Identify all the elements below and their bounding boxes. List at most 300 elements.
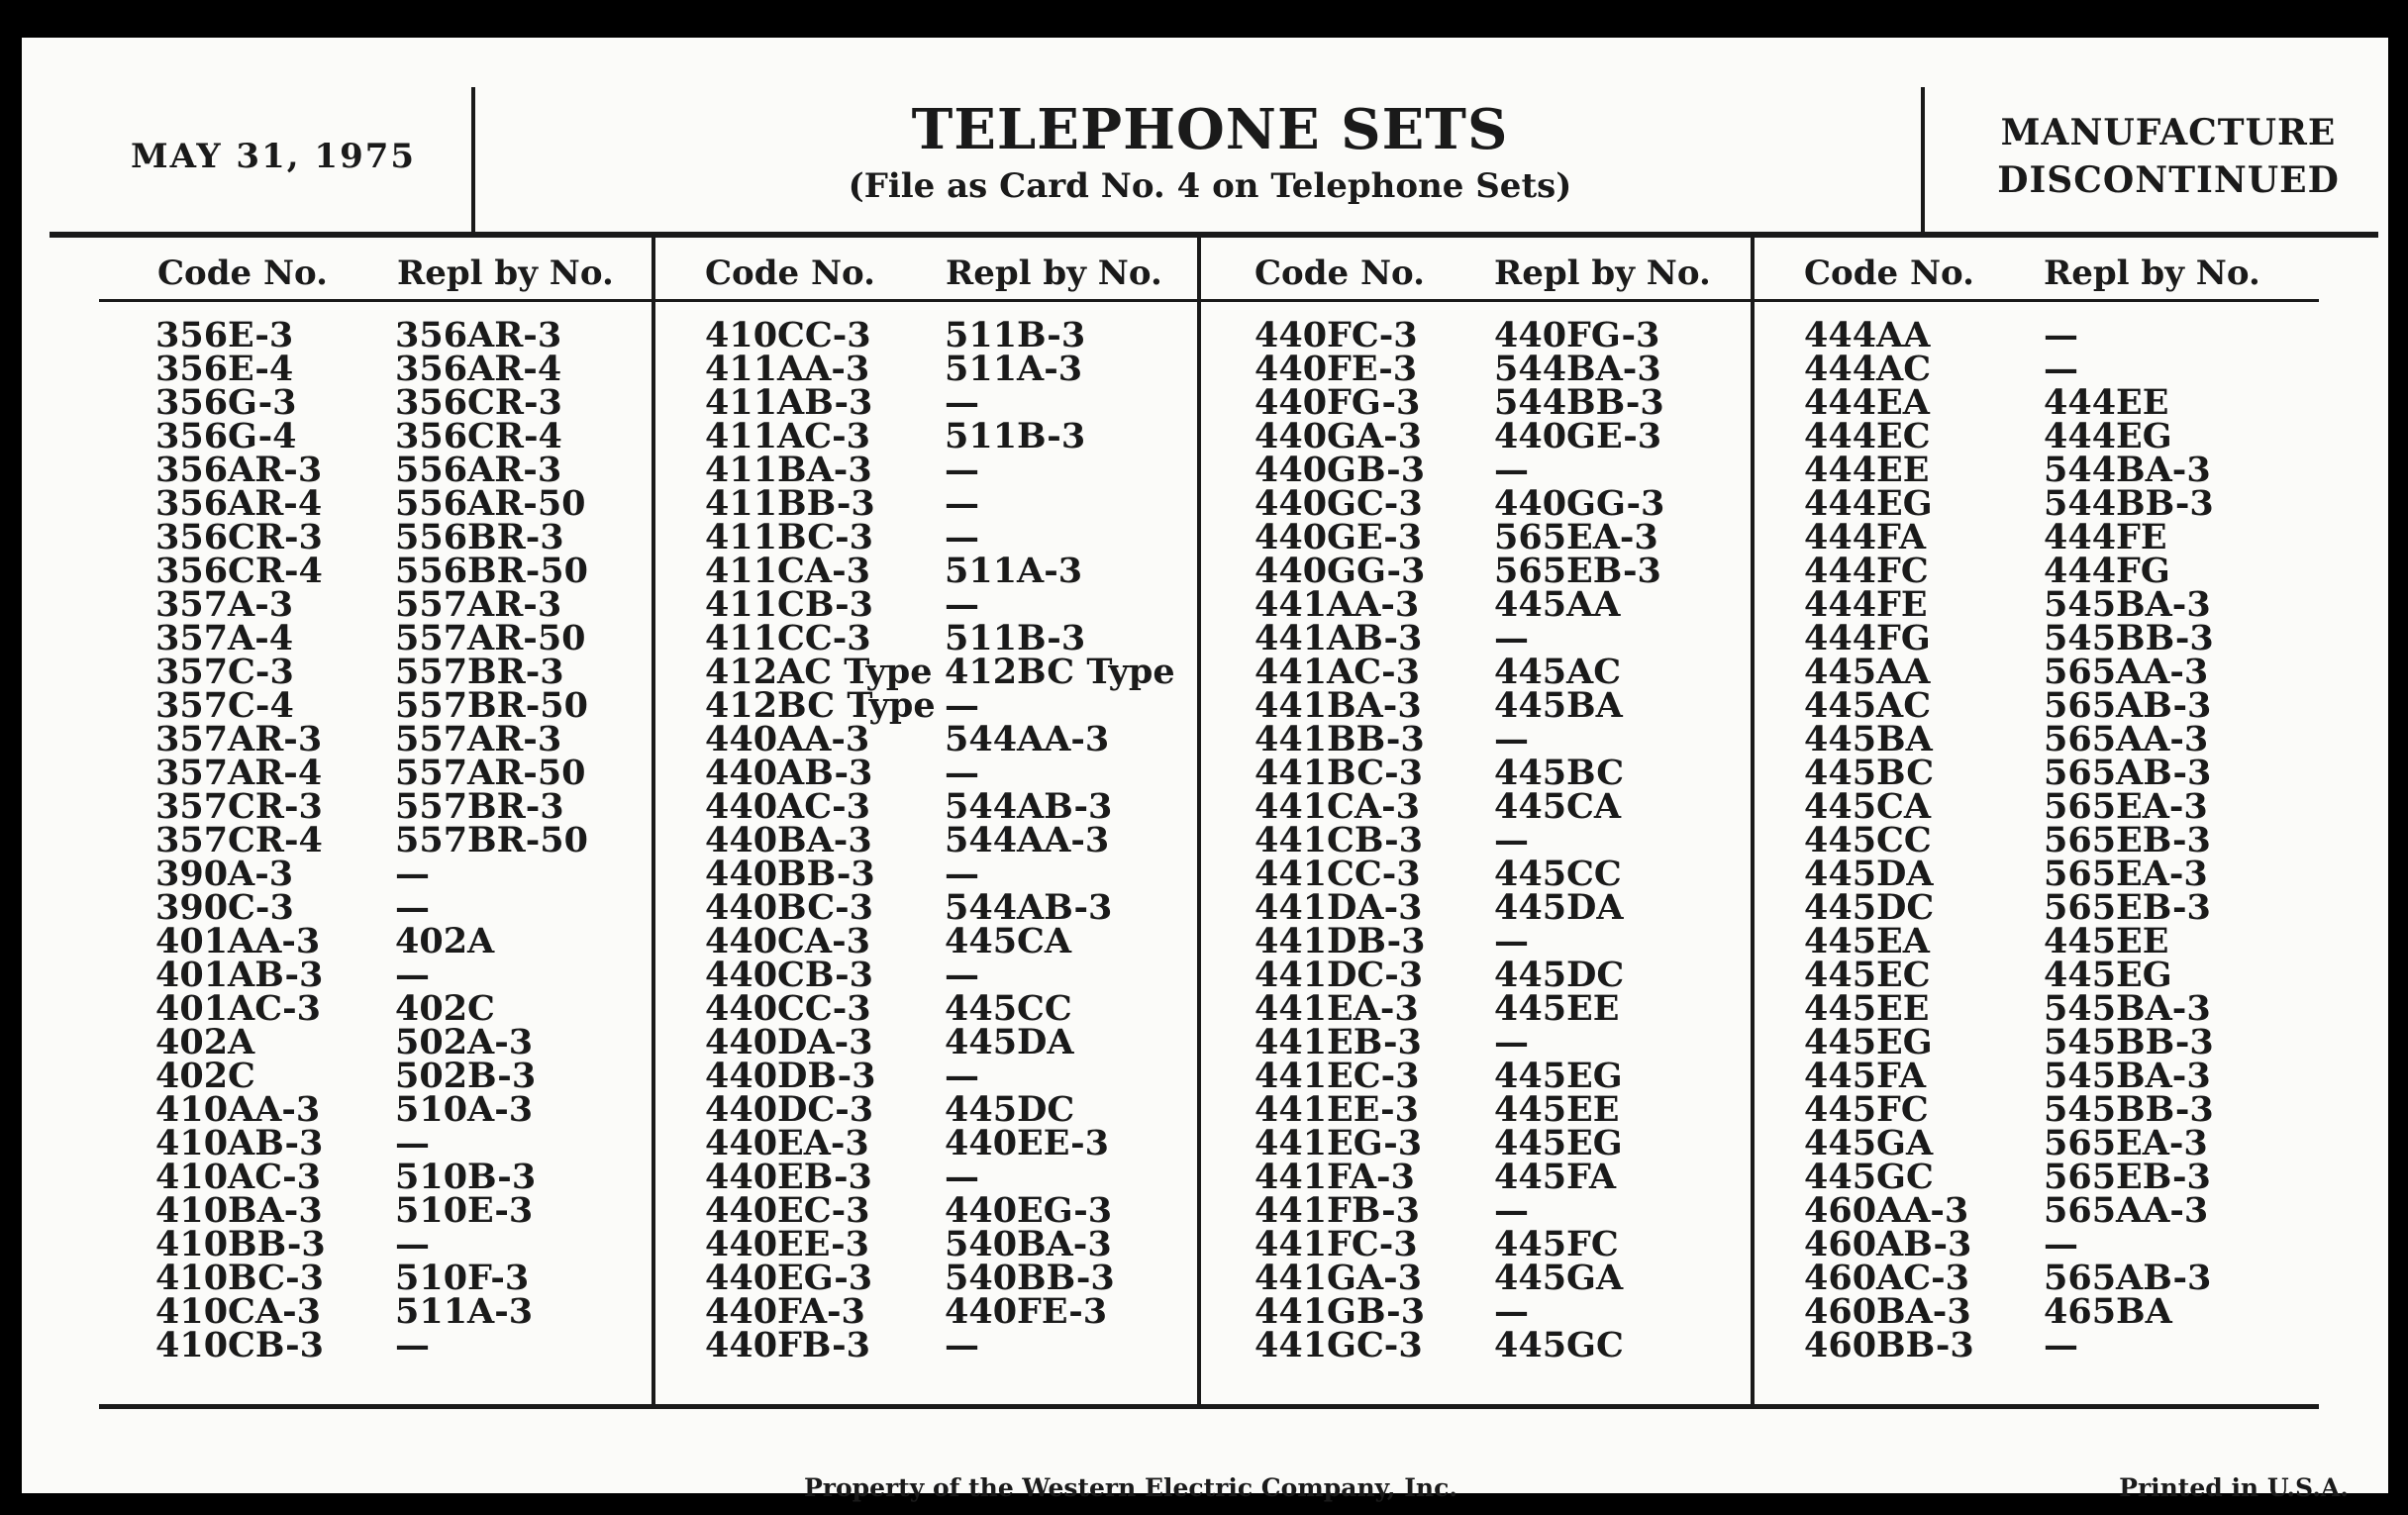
code-number: 412AC Type (705, 652, 933, 692)
replacement-number: 565AA-3 (2044, 1190, 2209, 1231)
code-number: 441DB-3 (1254, 921, 1426, 961)
table-row (1804, 652, 2301, 692)
replacement-number: 510F-3 (395, 1258, 530, 1298)
table-row (705, 584, 1202, 625)
col4-repl-header: Repl by No. (2044, 253, 2260, 293)
code-number: 410CA-3 (155, 1291, 321, 1332)
card-date: MAY 31, 1975 (131, 137, 417, 176)
code-number: 441CB-3 (1254, 820, 1424, 860)
code-number: 411CC-3 (705, 618, 871, 658)
table-row (1804, 1291, 2301, 1332)
replacement-number: 511B-3 (945, 416, 1086, 456)
code-number: 445GC (1804, 1157, 1934, 1197)
code-number: 410BB-3 (155, 1224, 326, 1264)
code-number: 445AA (1804, 652, 1931, 692)
table-row (1804, 483, 2301, 524)
replacement-number: 445AC (1494, 652, 1622, 692)
code-number: 445CC (1804, 820, 1932, 860)
replacement-number: 565AA-3 (2044, 652, 2209, 692)
code-number: 440DB-3 (705, 1056, 876, 1096)
table-row (1254, 315, 1752, 355)
code-number: 444FC (1804, 551, 1929, 591)
replacement-number: 544BA-3 (2044, 450, 2211, 490)
replacement-number: — (2044, 1325, 2078, 1365)
status-line-1: MANUFACTURE (2000, 112, 2337, 153)
code-number: 411CB-3 (705, 584, 874, 625)
table-row (705, 1258, 1202, 1298)
code-number: 444EE (1804, 450, 1930, 490)
replacement-number: — (395, 955, 430, 995)
table-row (155, 887, 652, 928)
replacement-number: 544AA-3 (945, 820, 1110, 860)
table-row (705, 1291, 1202, 1332)
col3-repl-header: Repl by No. (1494, 253, 1711, 293)
code-number: 411AB-3 (705, 382, 873, 423)
replacement-number: — (1494, 1291, 1529, 1332)
table-row (1804, 618, 2301, 658)
table-row (1254, 1123, 1752, 1163)
table-row (1254, 753, 1752, 793)
code-number: 440DC-3 (705, 1089, 874, 1130)
code-number: 441EE-3 (1254, 1089, 1419, 1130)
col1-header-rule (99, 299, 652, 302)
replacement-number: 445GA (1494, 1258, 1624, 1298)
replacement-number: 445DC (1494, 955, 1625, 995)
code-number: 441GC-3 (1254, 1325, 1423, 1365)
replacement-number: 544AB-3 (945, 786, 1113, 827)
replacement-number: 445CA (1494, 786, 1622, 827)
table-row (155, 955, 652, 995)
code-number: 440AB-3 (705, 753, 873, 793)
code-number: 411CA-3 (705, 551, 870, 591)
code-number: 401AC-3 (155, 988, 321, 1029)
table-row (155, 416, 652, 456)
replacement-number: 540BB-3 (945, 1258, 1115, 1298)
table-row (1804, 416, 2301, 456)
replacement-number: 356CR-4 (395, 416, 562, 456)
code-number: 410AC-3 (155, 1157, 321, 1197)
data-column-1 (155, 315, 652, 1365)
table-row (155, 1258, 652, 1298)
table-row (1254, 551, 1752, 591)
table-row (1804, 854, 2301, 894)
table-row (705, 349, 1202, 389)
table-row (705, 382, 1202, 423)
code-number: 441CA-3 (1254, 786, 1420, 827)
code-number: 440GG-3 (1254, 551, 1426, 591)
table-row (1254, 719, 1752, 759)
table-row (1254, 618, 1752, 658)
data-column-4 (1804, 315, 2301, 1365)
replacement-number: 502A-3 (395, 1022, 534, 1062)
table-row (155, 786, 652, 827)
replacement-number: — (1494, 921, 1529, 961)
code-number: 410CB-3 (155, 1325, 325, 1365)
table-row (1804, 584, 2301, 625)
table-row (1804, 786, 2301, 827)
table-row (1254, 382, 1752, 423)
table-row (155, 820, 652, 860)
code-number: 441BA-3 (1254, 685, 1422, 726)
table-row (1804, 1325, 2301, 1365)
code-number: 444AC (1804, 349, 1932, 389)
replacement-number: 565EA-3 (2044, 854, 2208, 894)
replacement-number: 510E-3 (395, 1190, 534, 1231)
replacement-number: — (395, 1123, 430, 1163)
replacement-number: — (2044, 315, 2078, 355)
replacement-number: 445EG (2044, 955, 2172, 995)
table-row (705, 1224, 1202, 1264)
table-row (155, 1123, 652, 1163)
code-number: 460BA-3 (1804, 1291, 1971, 1332)
col4-code-header: Code No. (1804, 253, 1974, 293)
replacement-number: 445FA (1494, 1157, 1617, 1197)
table-row (1254, 1258, 1752, 1298)
code-number: 440EA-3 (705, 1123, 869, 1163)
code-number: 357A-4 (155, 618, 294, 658)
code-number: 445CA (1804, 786, 1932, 827)
code-number: 411BB-3 (705, 483, 875, 524)
code-number: 441EC-3 (1254, 1056, 1420, 1096)
replacement-number: 565EA-3 (2044, 1123, 2208, 1163)
replacement-number: 511A-3 (945, 349, 1083, 389)
table-row (1254, 854, 1752, 894)
col3-code-header: Code No. (1254, 253, 1425, 293)
replacement-number: 557AR-3 (395, 719, 562, 759)
property-notice: Property of the Western Electric Company, Inc. (803, 1473, 1457, 1502)
code-number: 440AA-3 (705, 719, 870, 759)
replacement-number: 444FE (2044, 517, 2167, 557)
page-subtitle: (File as Card No. 4 on Telephone Sets) (848, 166, 1572, 206)
col4-header-rule (1755, 299, 2319, 302)
replacement-number: — (945, 450, 979, 490)
replacement-number: — (395, 854, 430, 894)
replacement-number: 440EE-3 (945, 1123, 1109, 1163)
code-number: 441AB-3 (1254, 618, 1423, 658)
table-row (1804, 1089, 2301, 1130)
table-row (1254, 1291, 1752, 1332)
table-row (705, 1190, 1202, 1231)
col2-repl-header: Repl by No. (946, 253, 1162, 293)
code-number: 460BB-3 (1804, 1325, 1974, 1365)
replacement-number: 445DA (945, 1022, 1074, 1062)
code-number: 460AB-3 (1804, 1224, 1972, 1264)
col1-code-header: Code No. (157, 253, 328, 293)
table-row (1254, 921, 1752, 961)
replacement-number: — (1494, 618, 1529, 658)
code-number: 445FC (1804, 1089, 1929, 1130)
code-number: 445BC (1804, 753, 1935, 793)
replacement-number: 556BR-50 (395, 551, 588, 591)
table-row (155, 719, 652, 759)
code-number: 441EB-3 (1254, 1022, 1422, 1062)
replacement-number: 402A (395, 921, 495, 961)
table-row (1254, 1325, 1752, 1365)
replacement-number: 557AR-50 (395, 753, 586, 793)
code-number: 444EG (1804, 483, 1933, 524)
table-row (155, 349, 652, 389)
replacement-number: 356AR-3 (395, 315, 562, 355)
code-number: 411AC-3 (705, 416, 870, 456)
code-number: 440BB-3 (705, 854, 875, 894)
replacement-number: 445DA (1494, 887, 1624, 928)
replacement-number: 440FG-3 (1494, 315, 1660, 355)
code-number: 441FC-3 (1254, 1224, 1418, 1264)
code-number: 440GE-3 (1254, 517, 1423, 557)
code-number: 441CC-3 (1254, 854, 1421, 894)
table-row (155, 551, 652, 591)
replacement-number: 402C (395, 988, 495, 1029)
code-number: 410AB-3 (155, 1123, 324, 1163)
table-row (1254, 483, 1752, 524)
code-number: 441AC-3 (1254, 652, 1420, 692)
table-row (155, 1325, 652, 1365)
code-number: 445FA (1804, 1056, 1927, 1096)
table-row (1254, 1056, 1752, 1096)
table-row (705, 416, 1202, 456)
table-row (705, 551, 1202, 591)
code-number: 445EG (1804, 1022, 1933, 1062)
header-divider-right (1921, 87, 1925, 232)
code-number: 440BA-3 (705, 820, 872, 860)
replacement-number: 445GC (1494, 1325, 1624, 1365)
replacement-number: 556BR-3 (395, 517, 564, 557)
code-number: 402A (155, 1022, 255, 1062)
table-row (1804, 349, 2301, 389)
replacement-number: 565AB-3 (2044, 1258, 2212, 1298)
table-row (1804, 1157, 2301, 1197)
replacement-number: — (945, 1157, 979, 1197)
code-number: 357AR-3 (155, 719, 323, 759)
table-row (705, 1123, 1202, 1163)
table-row (1804, 921, 2301, 961)
replacement-number: 556AR-50 (395, 483, 586, 524)
header-divider-left (471, 87, 475, 232)
replacement-number: 556AR-3 (395, 450, 562, 490)
table-row (155, 988, 652, 1029)
data-column-3 (1254, 315, 1752, 1365)
replacement-number: 445FC (1494, 1224, 1619, 1264)
table-row (1254, 1190, 1752, 1231)
replacement-number: 511B-3 (945, 315, 1086, 355)
replacement-number: 510A-3 (395, 1089, 534, 1130)
table-row (705, 1022, 1202, 1062)
code-number: 441FA-3 (1254, 1157, 1415, 1197)
col2-code-header: Code No. (705, 253, 875, 293)
replacement-number: 445CC (1494, 854, 1622, 894)
replacement-number: 445CC (945, 988, 1072, 1029)
table-row (1804, 1123, 2301, 1163)
code-number: 411BA-3 (705, 450, 872, 490)
table-row (705, 753, 1202, 793)
code-number: 440EG-3 (705, 1258, 873, 1298)
table-row (1254, 416, 1752, 456)
replacement-number: 544BA-3 (1494, 349, 1661, 389)
code-number: 410AA-3 (155, 1089, 321, 1130)
table-row (1804, 988, 2301, 1029)
replacement-number: — (1494, 1190, 1529, 1231)
replacement-number: 545BA-3 (2044, 988, 2211, 1029)
code-number: 444EA (1804, 382, 1930, 423)
replacement-number: — (2044, 349, 2078, 389)
table-row (1804, 1224, 2301, 1264)
replacement-number: 412BC Type (945, 652, 1175, 692)
replacement-number: — (945, 517, 979, 557)
replacement-number: 511A-3 (395, 1291, 534, 1332)
table-row (1804, 517, 2301, 557)
table-row (705, 820, 1202, 860)
replacement-number: 445EG (1494, 1056, 1623, 1096)
replacement-number: 544BB-3 (1494, 382, 1664, 423)
replacement-number: 444FG (2044, 551, 2170, 591)
table-row (155, 652, 652, 692)
table-row (705, 315, 1202, 355)
replacement-number: — (395, 1325, 430, 1365)
replacement-number: — (1494, 719, 1529, 759)
table-row (705, 685, 1202, 726)
table-row (155, 921, 652, 961)
table-row (705, 921, 1202, 961)
table-row (1804, 1258, 2301, 1298)
replacement-number: 544AB-3 (945, 887, 1113, 928)
table-row (155, 1022, 652, 1062)
replacement-number: 445EE (2044, 921, 2169, 961)
code-number: 356E-3 (155, 315, 294, 355)
replacement-number: 356CR-3 (395, 382, 562, 423)
table-row (705, 483, 1202, 524)
replacement-number: 444EE (2044, 382, 2169, 423)
replacement-number: 511B-3 (945, 618, 1086, 658)
code-number: 411BC-3 (705, 517, 874, 557)
replacement-number: 356AR-4 (395, 349, 562, 389)
table-row (705, 988, 1202, 1029)
replacement-number: 445EE (1494, 988, 1620, 1029)
table-row (1804, 1190, 2301, 1231)
replacement-number: — (945, 955, 979, 995)
code-number: 410CC-3 (705, 315, 871, 355)
table-row (1254, 685, 1752, 726)
table-row (705, 955, 1202, 995)
replacement-number: 445AA (1494, 584, 1621, 625)
table-row (1254, 584, 1752, 625)
replacement-number: 565AA-3 (2044, 719, 2209, 759)
replacement-number: 440EG-3 (945, 1190, 1113, 1231)
replacement-number: — (1494, 1022, 1529, 1062)
replacement-number: 444EG (2044, 416, 2172, 456)
code-number: 440EE-3 (705, 1224, 869, 1264)
table-row (1254, 887, 1752, 928)
code-number: 441GA-3 (1254, 1258, 1422, 1298)
code-number: 440FE-3 (1254, 349, 1418, 389)
code-number: 445EC (1804, 955, 1931, 995)
replacement-number: 465BA (2044, 1291, 2172, 1332)
table-row (155, 584, 652, 625)
code-number: 441FB-3 (1254, 1190, 1421, 1231)
table-row (155, 382, 652, 423)
code-number: 444FA (1804, 517, 1927, 557)
replacement-number: — (945, 584, 979, 625)
code-number: 460AA-3 (1804, 1190, 1969, 1231)
table-row (155, 1089, 652, 1130)
replacement-number: 545BB-3 (2044, 1089, 2214, 1130)
replacement-number: 440GG-3 (1494, 483, 1665, 524)
table-row (155, 517, 652, 557)
code-number: 441BC-3 (1254, 753, 1424, 793)
replacement-number: 565EB-3 (2044, 820, 2211, 860)
table-row (155, 854, 652, 894)
code-number: 441EG-3 (1254, 1123, 1423, 1163)
code-number: 444AA (1804, 315, 1931, 355)
table-row (1804, 685, 2301, 726)
code-number: 356CR-4 (155, 551, 323, 591)
code-number: 444FG (1804, 618, 1931, 658)
code-number: 356G-3 (155, 382, 297, 423)
code-number: 445DC (1804, 887, 1935, 928)
table-row (155, 685, 652, 726)
table-row (1804, 1056, 2301, 1096)
replacement-number: 545BB-3 (2044, 1022, 2214, 1062)
bottom-rule (99, 1404, 2319, 1409)
status-label (1951, 109, 2386, 204)
replacement-number: 557AR-3 (395, 584, 562, 625)
table-row (705, 1089, 1202, 1130)
code-number: 402C (155, 1056, 255, 1096)
code-number: 441BB-3 (1254, 719, 1425, 759)
code-number: 356E-4 (155, 349, 294, 389)
table-row (155, 450, 652, 490)
code-number: 440GB-3 (1254, 450, 1426, 490)
table-row (1804, 753, 2301, 793)
code-number: 440CB-3 (705, 955, 874, 995)
table-row (1804, 887, 2301, 928)
replacement-number: 445BC (1494, 753, 1625, 793)
replacement-number: 540BA-3 (945, 1224, 1112, 1264)
replacement-number: — (945, 1056, 979, 1096)
replacement-number: 565EB-3 (2044, 1157, 2211, 1197)
replacement-number: — (945, 1325, 979, 1365)
table-row (1804, 955, 2301, 995)
table-row (705, 652, 1202, 692)
table-row (705, 517, 1202, 557)
replacement-number: — (2044, 1224, 2078, 1264)
table-row (155, 1056, 652, 1096)
code-number: 412BC Type (705, 685, 936, 726)
col2-header-rule (655, 299, 1197, 302)
header-rule (50, 232, 2378, 238)
replacement-number: 445BA (1494, 685, 1623, 726)
code-number: 441DA-3 (1254, 887, 1423, 928)
code-number: 440CC-3 (705, 988, 871, 1029)
code-number: 357C-3 (155, 652, 294, 692)
code-number: 444FE (1804, 584, 1928, 625)
code-number: 440FG-3 (1254, 382, 1421, 423)
table-row (1254, 652, 1752, 692)
replacement-number: 544AA-3 (945, 719, 1110, 759)
table-row (1254, 786, 1752, 827)
code-number: 440FB-3 (705, 1325, 871, 1365)
printed-notice: Printed in U.S.A. (2119, 1473, 2349, 1502)
page-title: TELEPHONE SETS (911, 97, 1509, 162)
replacement-number: 565AB-3 (2044, 685, 2212, 726)
code-number: 401AB-3 (155, 955, 324, 995)
table-row (705, 1157, 1202, 1197)
replacement-number: 545BA-3 (2044, 1056, 2211, 1096)
replacement-number: 565AB-3 (2044, 753, 2212, 793)
code-number: 460AC-3 (1804, 1258, 1969, 1298)
replacement-number: — (945, 483, 979, 524)
table-row (155, 315, 652, 355)
table-row (705, 719, 1202, 759)
